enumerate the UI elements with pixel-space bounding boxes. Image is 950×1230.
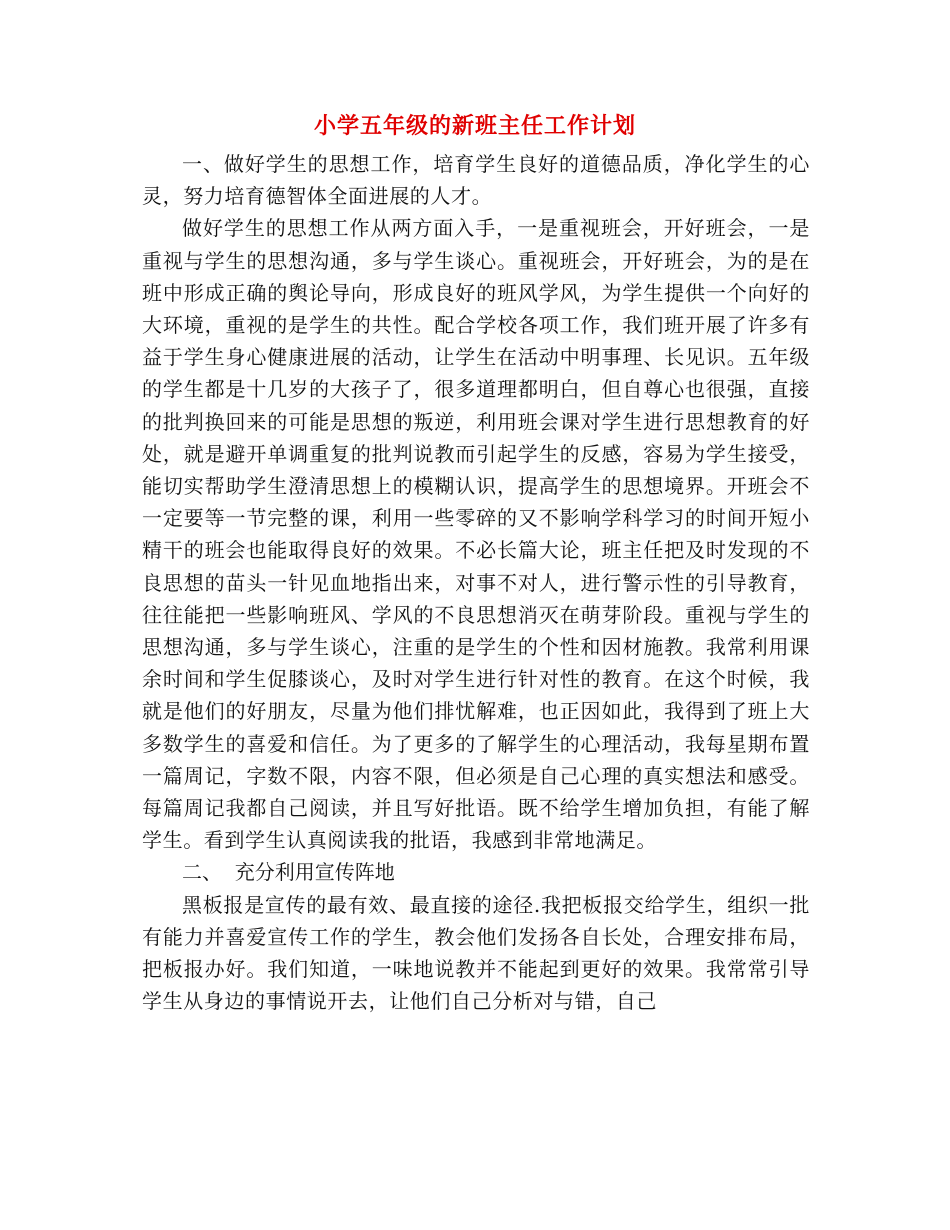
paragraph-section-one-intro: 一、做好学生的思想工作，培育学生良好的道德品质，净化学生的心灵，努力培育德智体全面进展的人才。 xyxy=(142,152,810,209)
document-body xyxy=(142,148,810,1017)
document-title: 小学五年级的新班主任工作计划 xyxy=(313,113,636,139)
paragraph-section-one-body: 做好学生的思想工作从两方面入手，一是重视班会，开好班会，一是重视与学生的思想沟通，多与学生谈心。重视班会，开好班会，为的是在班中形成正确的舆论导向，形成良好的班风学风，为学生提供一个向好的大环境，重视的是学生的共性。配合学校各项工作，我们班开展了许多有益于学生身心健康进展的活动，让学生在活动中明事理、长见识。五年级的学生都是十几岁的大孩子了，很多道理都明白，但自尊心也很强，直接的批判换回来的可能是思想的叛逆，利用班会课对学生进行思想教育的好处，就是避开单调重复的批判说教而引起学生的反感，容易为学生接受，能切实帮助学生澄清思想上的模糊认识，提高学生的思想境界。开班会不一定要等一节完整的课，利用一些零碎的又不影响学科学习的时间开短小精干的班会也能取得良好的效果。不必长篇大论，班主任把及时发现的不良思想的苗头一针见血地指出来，对事不对人，进行警示性的引导教育，往往能把一些影响班风、学风的不良思想消灭在萌芽阶段。重视与学生的思想沟通，多与学生谈心，注重的是学生的个性和因材施教。我常利用课余时间和学生促膝谈心，及时对学生进行针对性的教育。在这个时候，我就是他们的好朋友，尽量为他们排忧解难，也正因如此，我得到了班上大多数学生的喜爱和信任。为了更多的了解学生的心理活动，我每星期布置一篇周记，字数不限，内容不限，但必须是自己心理的真实想法和感受。每篇周记我都自己阅读，并且写好批语。既不给学生增加负担，有能了解学生。看到学生认真阅读我的批语，我感到非常地满足。 xyxy=(142,216,810,853)
paragraph-section-two-body: 黑板报是宣传的最有效、最直接的途径.我把板报交给学生，组织一批有能力并喜爱宣传工作的学生，教会他们发扬各自长处，合理安排布局，把板报办好。我们知道，一味地说教并不能起到更好的效果。我常常引导学生从身边的事情说开去，让他们自己分析对与错，自己 xyxy=(142,892,810,1014)
section-two-heading: 二、 充分利用宣传阵地 xyxy=(182,860,395,885)
